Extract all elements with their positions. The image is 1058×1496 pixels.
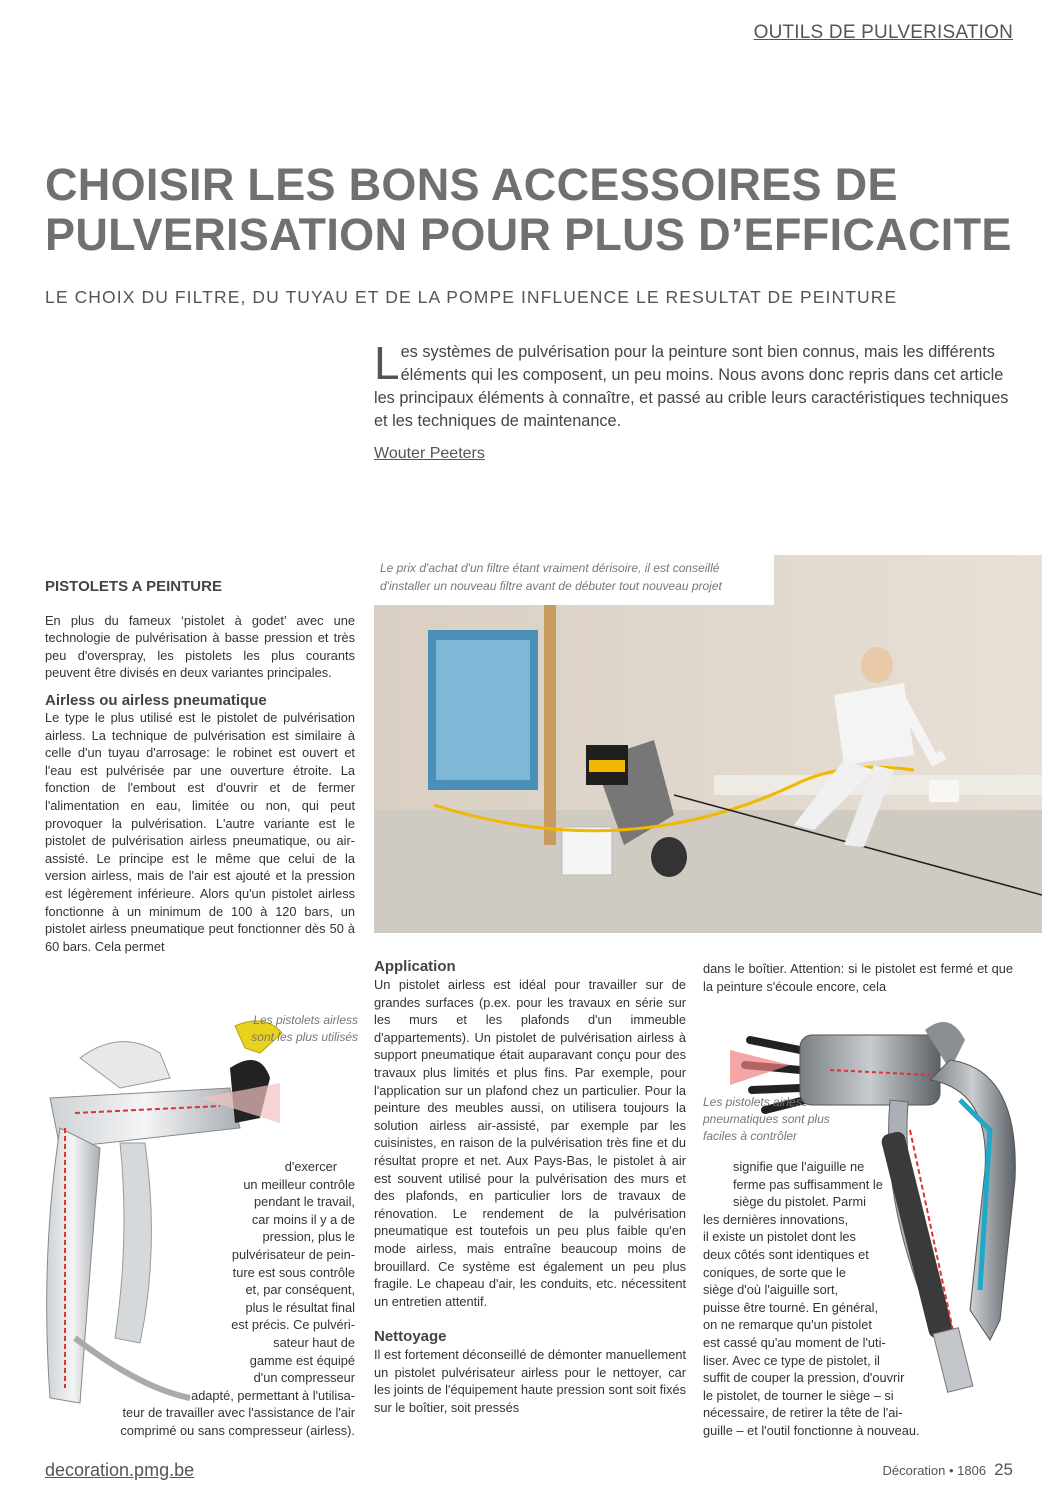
page-number: 25	[994, 1460, 1013, 1479]
text-line: pendant le travail,	[253, 1194, 355, 1210]
text-line: est précis. Ce pulvéri-	[231, 1317, 355, 1333]
text-line: coniques, de sorte que le	[703, 1264, 846, 1280]
column-1	[45, 578, 355, 955]
drop-cap: L	[374, 337, 400, 389]
text-line: guille – et l'outil fonctionne à nouveau.	[703, 1422, 920, 1438]
text-line: pression, plus le	[262, 1229, 355, 1245]
subheading: Application	[374, 958, 456, 975]
wrapped-text	[703, 1158, 953, 1440]
text-line: adapté, permettant à l'utilisa-	[191, 1387, 355, 1403]
text-line: d'un compresseur	[253, 1370, 355, 1386]
issue-label: Décoration • 1806	[882, 1463, 987, 1478]
text-line: suffit de couper la pression, d'ouvrir	[703, 1370, 905, 1386]
author-link[interactable]: Wouter Peeters	[374, 445, 485, 462]
title-line-2: PULVERISATION POUR PLUS D’EFFICACITE	[45, 209, 1012, 260]
paragraph: Il est fortement déconseillé de démonter manuellement un pistolet pulvérisateur airless pour le nettoyer, car les joints de l'équipement haute pression sont soit fixés sur le boîtier, soit pressés	[374, 1347, 686, 1416]
article-subtitle: LE CHOIX DU FILTRE, DU TUYAU ET DE LA POMPE INFLUENCE LE RESULTAT DE PEINTURE	[45, 287, 898, 307]
text-line: les dernières innovations,	[703, 1211, 849, 1227]
paragraph: dans le boîtier. Attention: si le pistolet est fermé et que la peinture s'écoule encore, cela	[703, 961, 1013, 994]
image-caption: Les pistolets airless sont les plus utilisés	[251, 1013, 358, 1044]
text-line: un meilleur contrôle	[243, 1176, 355, 1192]
text-line: pulvérisateur de pein-	[231, 1246, 355, 1262]
article-title	[45, 160, 1025, 260]
text-line: signifie que l'aiguille ne	[733, 1159, 865, 1174]
paragraph: Le type le plus utilisé est le pistolet de pulvérisation airless. La technique de pulvérisation est similaire à celle d'un tuyau d'arrosage: le robinet est ouvert et l'eau est pulvérisée par une ouverture étroite. La fonction de l'embout est d'ouvrir et de fermer l'alimentation en eau, limitée ou non, qui peut provoquer la pulvérisation. L'autre variante est le pistolet de pulvérisation airless pneumatique, ou air-assisté. Le principe est le même que celui de la version airless, mais de l'air est ajouté et la pression est légèrement inférieure. Alors qu'un pistolet airless fonctionne à un minimum de 100 à 120 bars, un pistolet airless pneumatique peut fonctionner dès 50 à 60 bars. Cela permet	[45, 709, 355, 954]
text-line: ferme pas suffisamment le	[733, 1176, 883, 1192]
image-caption: Les pistolets airless pneumatiques sont plus faciles à contrôler	[703, 1095, 830, 1143]
text-line: d'exercer	[284, 1159, 337, 1174]
text-line: ture est sous contrôle	[232, 1264, 355, 1280]
photo-caption-box	[374, 555, 774, 605]
text-line: liser. Avec ce type de pistolet, il	[703, 1352, 880, 1368]
photo-caption: Le prix d'achat d'un filtre étant vraiment dérisoire, il est conseillé d'installer un nouveau filtre avant de débuter tout nouveau projet	[380, 561, 722, 593]
text-line: est cassé qu'au moment de l'uti-	[703, 1334, 886, 1350]
text-line: plus le résultat final	[245, 1299, 355, 1315]
text-line: gamme est équipé	[249, 1352, 355, 1368]
column-3-top	[703, 960, 1013, 995]
column-2	[374, 958, 686, 1417]
text-line: on ne remarque qu'un pistolet	[703, 1317, 872, 1333]
text-line: et, par conséquent,	[245, 1282, 355, 1298]
title-line-1: CHOISIR LES BONS ACCESSOIRES DE	[45, 159, 898, 210]
subheading: Airless ou airless pneumatique	[45, 691, 267, 709]
paragraph: Un pistolet airless est idéal pour travailler sur de grandes surfaces (p.ex. pour les travaux en série sur les murs et les plafonds d'un immeuble d'appartements). Un pistolet de pulvérisation airless à support pneumatique était auparavant conçu pour des travaux plus limités et plus fins. Par exemple, pour l'application sur un plafond chez un particulier. Pour la peinture des meubles aussi, on utilisera toujours la solution airless air-assisté, par exemple par les cuisinistes, en raison de la pulvérisation très fine et du résultat propre et net. Aux Pays-Bas, le pistolet à air est souvent utilisé pour la pulvérisation des murs et des plafonds, en particulier lors de travaux de rénovation. Le rendement de la pulvérisation pneumatique est toutefois un peu plus faible qu'en mode airless, mais entraîne beaucoup moins de brouillard. Ce système est également un peu plus fragile. Le chapeau d'air, les conduits, etc. nécessitent un entretien attentif.	[374, 977, 686, 1309]
intro-text: es systèmes de pulvérisation pour la peinture sont bien connus, mais les différents éléments qui les composent, un peu moins. Nous avons donc repris dans cet article les principaux éléments à connaître, et passé au crible leurs caractéristiques techniques et les techniques de maintenance.	[374, 343, 1009, 430]
website-link[interactable]: decoration.pmg.be	[45, 1460, 195, 1480]
section-tag: OUTILS DE PULVERISATION	[753, 22, 1013, 43]
painter-photo	[374, 555, 1042, 933]
text-line: sateur haut de	[273, 1334, 355, 1350]
section-heading: PISTOLETS A PEINTURE	[45, 578, 222, 595]
paragraph: En plus du fameux ‘pistolet à godet’ avec une technologie de pulvérisation à basse pression et très peu d'overspray, les pistolets les plus courants peuvent être divisés en deux variantes principales.	[45, 612, 355, 681]
page-footer	[883, 1460, 1013, 1480]
text-line: teur de travailler avec l'assistance de l'air	[122, 1405, 355, 1421]
text-line: puisse être tourné. En général,	[703, 1299, 879, 1315]
text-line: car moins il y a de	[251, 1211, 355, 1227]
text-line: il existe un pistolet dont les	[703, 1229, 856, 1245]
text-line: deux côtés sont identiques et	[703, 1246, 869, 1262]
wrapped-text	[45, 1158, 355, 1440]
text-line: comprimé ou sans compresseur (airless).	[120, 1422, 355, 1438]
text-line: siège du pistolet. Parmi	[733, 1194, 867, 1210]
subheading: Nettoyage	[374, 1328, 447, 1346]
text-line: siège d'où l'aiguille sort,	[703, 1282, 839, 1298]
text-line: nécessaire, de retirer la tête de l'ai-	[703, 1405, 903, 1421]
text-line: le pistolet, de tourner le siège – si	[703, 1387, 894, 1403]
intro-paragraph	[374, 337, 1014, 433]
